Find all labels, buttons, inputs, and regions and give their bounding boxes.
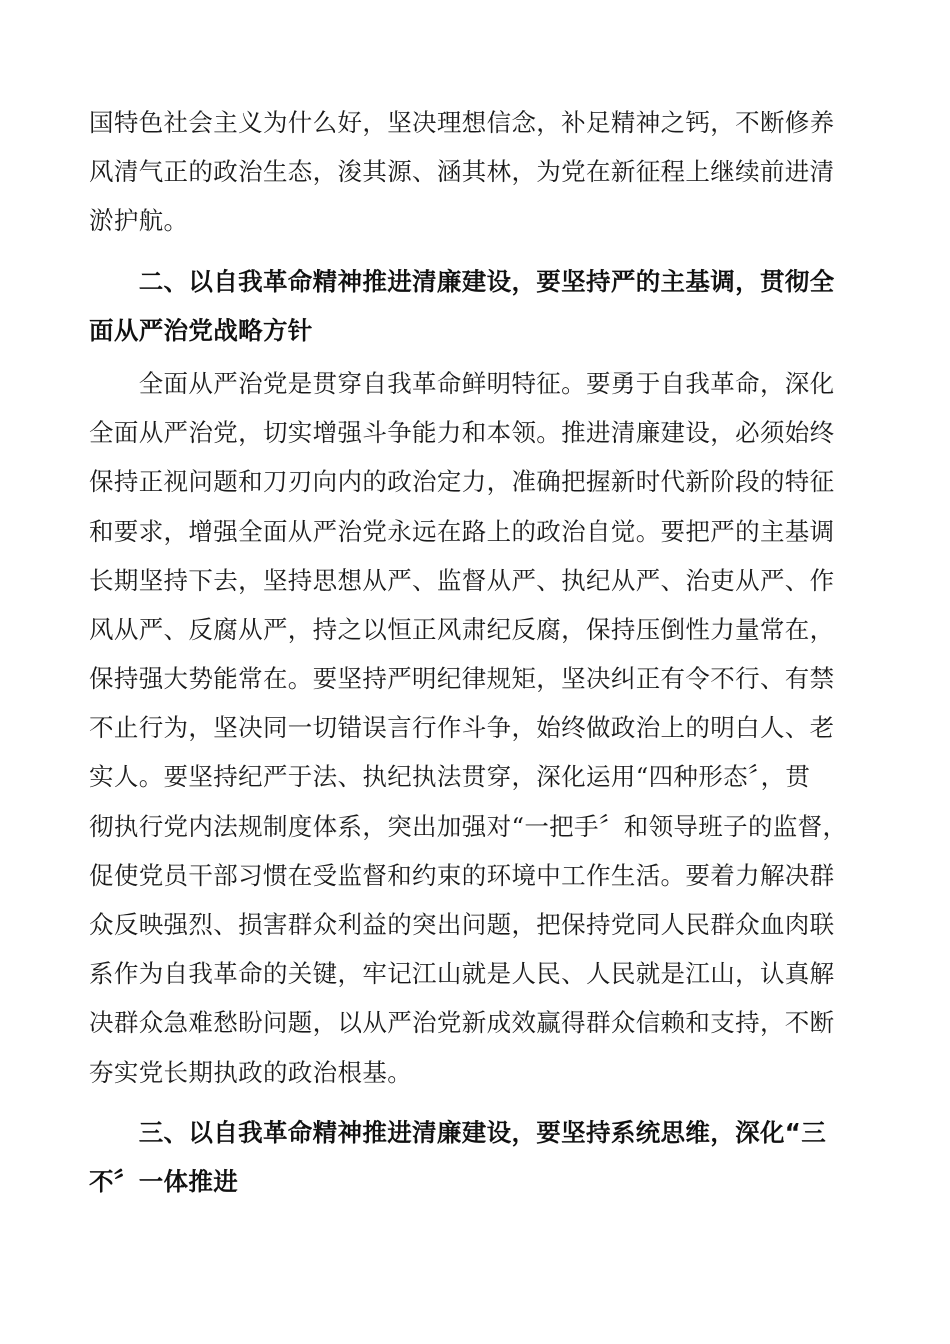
- section-heading-three: [89, 1108, 865, 1206]
- section-heading-two: [89, 257, 865, 355]
- text-line: 实人。要坚持纪严于法、执纪执法贯穿，深化运用“四种形态〞，贯: [89, 762, 811, 792]
- text-line: 决群众急难愁盼问题，以从严治党新成效赢得群众信赖和支持，不断: [89, 1008, 835, 1038]
- text-line: 和要求，增强全面从严治党永远在路上的政治自觉。要把严的主基调: [89, 516, 835, 546]
- heading-line: 三、以自我革命精神推进清廉建设，要坚持系统思维，深化“三: [89, 1117, 827, 1147]
- heading-line: 不〞一体推进: [89, 1166, 239, 1196]
- heading-line: 面从严治党战略方针: [89, 315, 313, 345]
- text-line: 系作为自我革命的关键，牢记江山就是人民、人民就是江山，认真解: [89, 959, 835, 989]
- text-line: 全面从严治党，切实增强斗争能力和本领。推进清廉建设，必须始终: [89, 418, 835, 448]
- text-line: 风从严、反腐从严，持之以恒正风肃纪反腐，保持压倒性力量常在，: [89, 614, 835, 644]
- text-line: 长期坚持下去，坚持思想从严、监督从严、执纪从严、治吏从严、作: [89, 565, 835, 595]
- text-line: 风清气正的政治生态，浚其源、涵其林，为党在新征程上继续前进清: [89, 157, 835, 187]
- text-line: 保持正视问题和刀刃向内的政治定力，准确把握新时代新阶段的特征: [89, 467, 835, 497]
- text-line: 保持强大势能常在。要坚持严明纪律规矩，坚决纠正有令不行、有禁: [89, 664, 835, 694]
- heading-line: 二、以自我革命精神推进清廉建设，要坚持严的主基调，贯彻全: [89, 266, 835, 296]
- text-line: 众反映强烈、损害群众利益的突出问题，把保持党同人民群众血肉联: [89, 910, 835, 939]
- text-line: 不止行为，坚决同一切错误言行作斗争，始终做政治上的明白人、老: [89, 713, 835, 743]
- continuation-paragraph: [89, 98, 865, 246]
- text-line: 夯实党长期执政的政治根基。: [89, 1057, 413, 1087]
- text-line: 促使党员干部习惯在受监督和约束的环境中工作生活。要着力解决群: [89, 860, 835, 890]
- text-line: 彻执行党内法规制度体系，突出加强对“一把手〞和领导班子的监督，: [89, 811, 848, 841]
- text-line: 国特色社会主义为什么好，坚决理想信念，补足精神之钙，不断修养: [89, 108, 835, 137]
- document-body: [89, 98, 865, 1206]
- text-line: 淤护航。: [89, 206, 189, 236]
- text-line: 全面从严治党是贯穿自我革命鲜明特征。要勇于自我革命，深化: [89, 368, 835, 398]
- paragraph-gap: [89, 1097, 865, 1108]
- paragraph-gap: [89, 246, 865, 257]
- section-two-paragraph: [89, 359, 865, 1097]
